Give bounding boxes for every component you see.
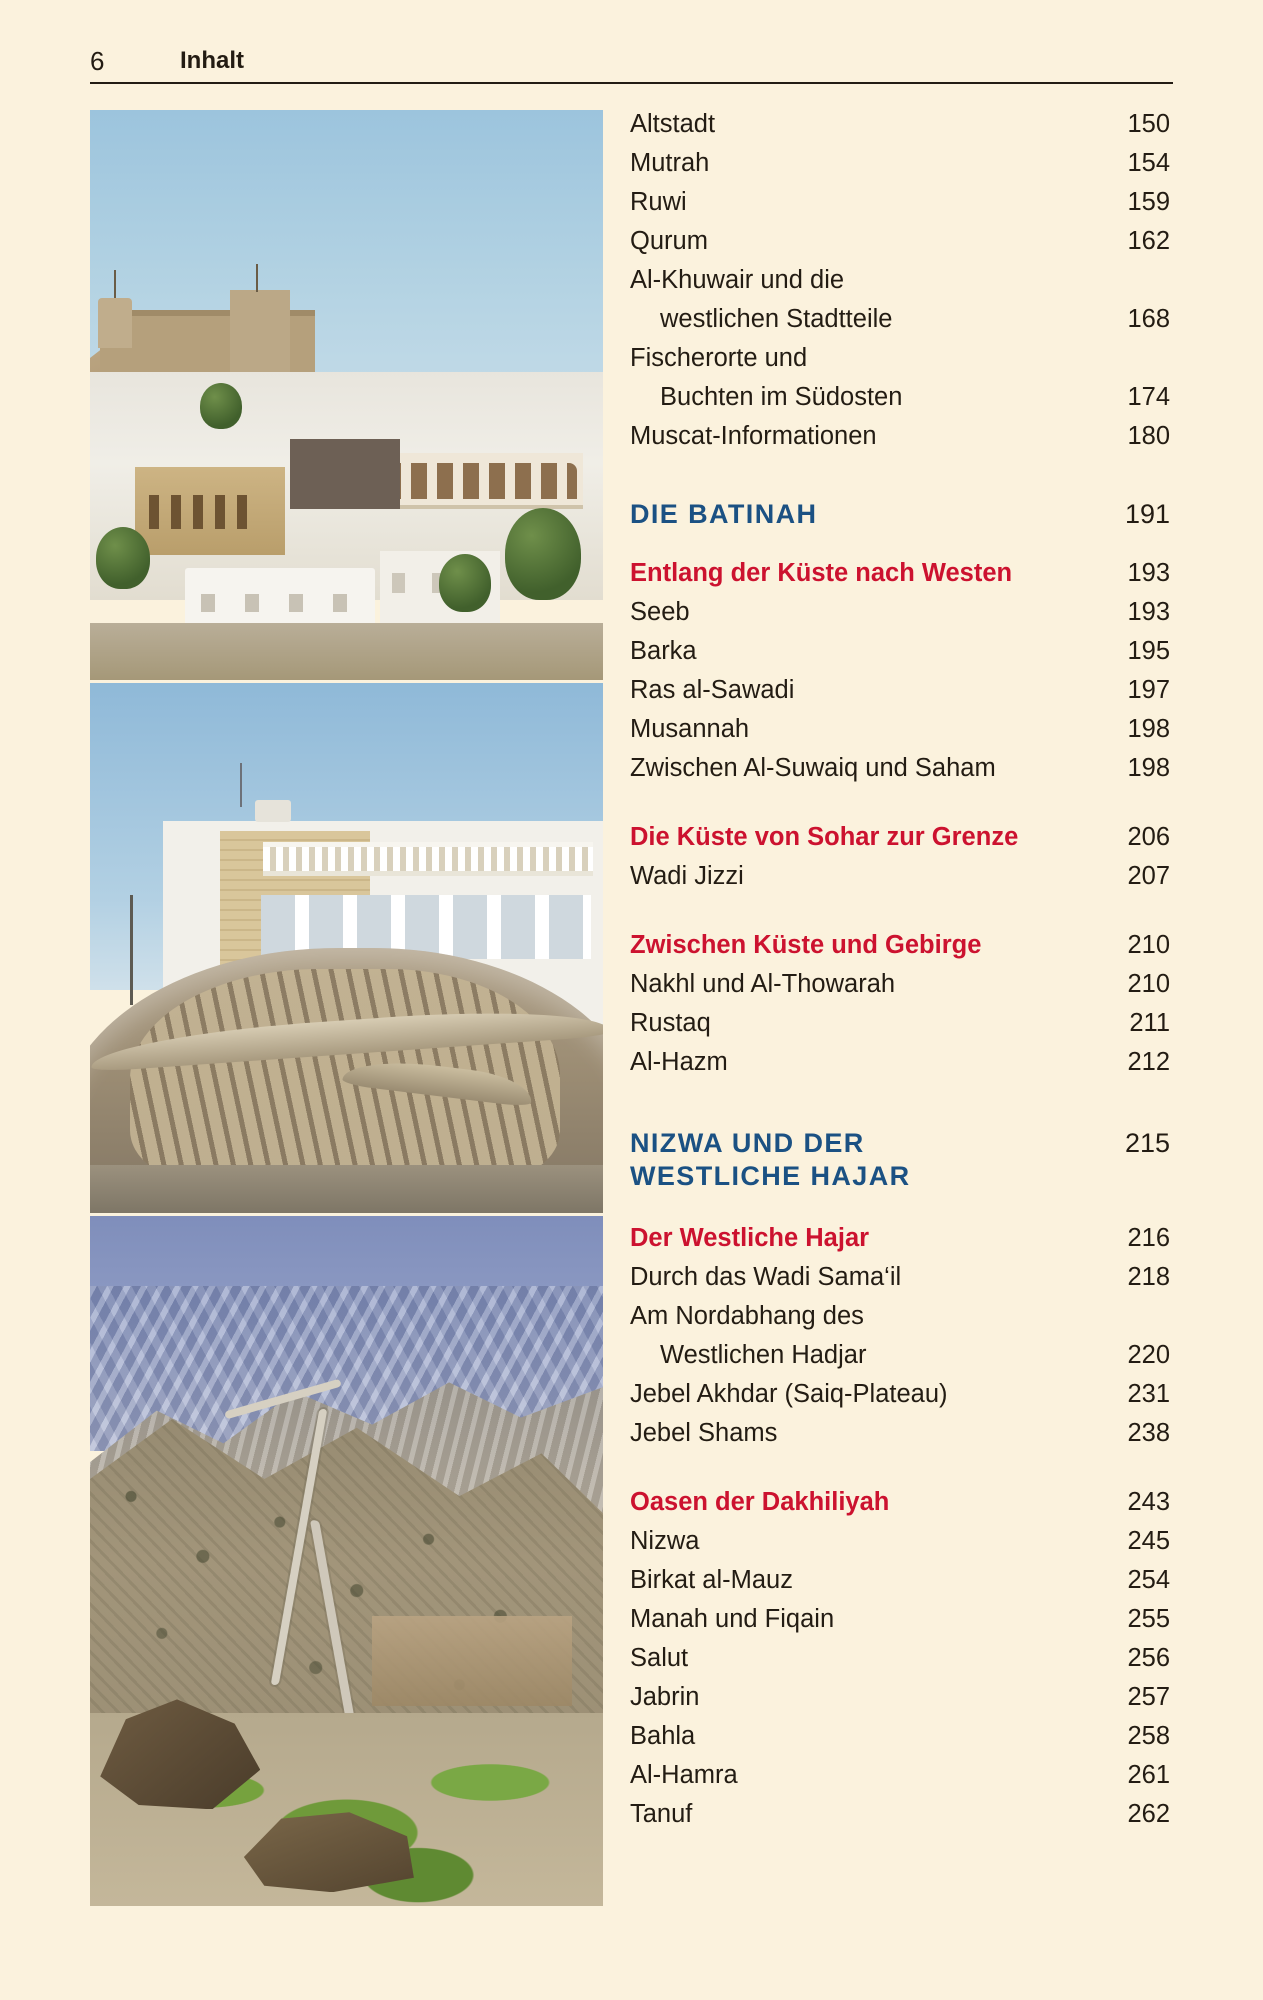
photo-hajar-mountains	[90, 1216, 603, 1906]
tree	[439, 554, 491, 612]
toc-entry-label: Der Westliche Hajar	[630, 1223, 870, 1252]
photo-muscat-old-town	[90, 110, 603, 680]
toc-entry[interactable]	[630, 1301, 1170, 1330]
flag-mast	[256, 264, 258, 292]
toc-entry-label: NIZWA UND DER WESTLICHE HAJAR	[630, 1127, 1096, 1193]
toc-entry-page-number: 238	[1127, 1418, 1170, 1447]
toc-entry-page-number: 180	[1127, 422, 1170, 450]
toc-entry-label: Musannah	[630, 715, 750, 743]
toc-entry[interactable]	[630, 1011, 1170, 1037]
toc-entry[interactable]	[630, 1721, 1170, 1750]
toc-entry[interactable]	[630, 972, 1170, 998]
toc-entry-page-number: 257	[1127, 1682, 1170, 1711]
toc-entry[interactable]	[630, 151, 1170, 177]
toc-entry[interactable]	[630, 346, 1170, 372]
toc-entry[interactable]	[630, 1379, 1170, 1408]
toc-entry-label: Nizwa	[630, 1526, 700, 1555]
toc-entry[interactable]	[630, 717, 1170, 743]
toc-entry-page-number: 231	[1127, 1379, 1170, 1408]
ochre-house	[135, 467, 285, 555]
toc-entry-label: Wadi Jizzi	[630, 862, 744, 890]
toc-entry[interactable]	[630, 1682, 1170, 1711]
toc-subsection-heading[interactable]	[630, 1223, 1170, 1252]
toc-entry-label: Zwischen Al-Suwaiq und Saham	[630, 754, 996, 782]
toc-entry-page-number: 211	[1129, 1009, 1170, 1037]
toc-entry-label: Birkat al-Mauz	[630, 1565, 793, 1594]
toc-entry-label: Entlang der Küste nach Westen	[630, 559, 1013, 587]
toc-entry-page-number: 168	[1127, 305, 1170, 333]
toc-entry[interactable]	[630, 229, 1170, 255]
toc-entry-label-line2: WESTLICHE HAJAR	[630, 1160, 911, 1191]
toc-entry[interactable]	[630, 385, 1170, 411]
toc-entry[interactable]	[630, 1050, 1170, 1076]
tree	[200, 383, 242, 429]
toc-entry-page-number: 162	[1127, 227, 1170, 255]
toc-entry[interactable]	[630, 639, 1170, 665]
toc-entry-page-number: 150	[1127, 110, 1170, 138]
toc-entry-label: Tanuf	[630, 1799, 693, 1828]
page-title: Inhalt	[180, 47, 244, 74]
toc-entry-page-number: 256	[1127, 1643, 1170, 1672]
toc-spacer	[630, 463, 1170, 501]
toc-spacer	[630, 1089, 1170, 1127]
toc-entry[interactable]	[630, 112, 1170, 138]
toc-entry-label: Westlichen Hadjar	[660, 1340, 867, 1369]
toc-entry-page-number: 207	[1127, 862, 1170, 890]
photo-wooden-dhow	[90, 683, 603, 1213]
toc-entry-label: Oasen der Dakhiliyah	[630, 1487, 890, 1516]
toc-entry[interactable]	[630, 1799, 1170, 1828]
gravel-ground	[90, 1165, 603, 1213]
toc-entry-label: Jebel Shams	[630, 1418, 778, 1447]
toc-entry[interactable]	[630, 268, 1170, 294]
toc-entry-label: Die Küste von Sohar zur Grenze	[630, 823, 1019, 851]
toc-entry-page-number: 261	[1127, 1760, 1170, 1789]
flag-mast	[114, 270, 116, 298]
toc-entry-page-number: 197	[1127, 676, 1170, 704]
toc-entry-page-number: 195	[1127, 637, 1170, 665]
toc-entry[interactable]	[630, 678, 1170, 704]
toc-entry[interactable]	[630, 1760, 1170, 1789]
toc-entry-page-number: 216	[1127, 1223, 1170, 1252]
toc-entry[interactable]	[630, 1604, 1170, 1633]
toc-entry-page-number: 258	[1127, 1721, 1170, 1750]
page-header	[90, 46, 1173, 80]
toc-entry-label: Muscat-Informationen	[630, 422, 877, 450]
toc-entry-page-number: 198	[1127, 754, 1170, 782]
toc-entry-label: Al-Hazm	[630, 1048, 728, 1076]
toc-entry[interactable]	[630, 1418, 1170, 1447]
balustrade	[263, 842, 593, 876]
toc-entry[interactable]	[630, 756, 1170, 782]
toc-entry-page-number: 174	[1127, 383, 1170, 411]
photo-column	[90, 110, 603, 1906]
toc-entry-label: Al-Khuwair und die	[630, 266, 845, 294]
toc-entry-page-number: 210	[1127, 931, 1170, 959]
toc-entry[interactable]	[630, 1340, 1170, 1369]
fort-keep	[230, 290, 290, 372]
toc-entry-label: Bahla	[630, 1721, 696, 1750]
toc-entry[interactable]	[630, 1565, 1170, 1594]
toc-entry-page-number: 220	[1127, 1340, 1170, 1369]
toc-entry-label: Salut	[630, 1643, 689, 1672]
toc-entry[interactable]	[630, 190, 1170, 216]
toc-entry[interactable]	[630, 1643, 1170, 1672]
toc-entry-page-number: 154	[1127, 149, 1170, 177]
mountain-village	[372, 1616, 572, 1706]
toc-entry-label: Jebel Akhdar (Saiq-Plateau)	[630, 1379, 948, 1408]
toc-subsection-heading[interactable]	[630, 825, 1170, 851]
toc-entry-label: Rustaq	[630, 1009, 711, 1037]
tree	[505, 508, 581, 600]
water-tank	[255, 800, 291, 822]
tree	[96, 527, 150, 589]
toc-section-heading[interactable]	[630, 1127, 1170, 1193]
toc-entry-label: Fischerorte und	[630, 344, 808, 372]
toc-subsection-heading[interactable]	[630, 933, 1170, 959]
toc-subsection-heading[interactable]	[630, 561, 1170, 587]
toc-entry-label: Al-Hamra	[630, 1760, 738, 1789]
toc-entry-page-number: 193	[1127, 559, 1170, 587]
toc-entry-page-number: 159	[1127, 188, 1170, 216]
toc-entry[interactable]	[630, 1526, 1170, 1555]
foreground-ground	[90, 623, 603, 680]
toc-entry-label: Durch das Wadi Sama‘il	[630, 1262, 902, 1291]
toc-entry-label: Mutrah	[630, 149, 710, 177]
toc-entry-page-number: 198	[1127, 715, 1170, 743]
toc-entry[interactable]	[630, 600, 1170, 626]
toc-entry-page-number: 215	[1124, 1128, 1170, 1158]
toc-spacer	[630, 795, 1170, 825]
toc-spacer	[630, 903, 1170, 933]
toc-entry-label: Manah und Fiqain	[630, 1604, 835, 1633]
toc-entry-page-number: 218	[1127, 1262, 1170, 1291]
toc-entry-label: Nakhl und Al-Thowarah	[630, 970, 896, 998]
toc-spacer	[630, 1460, 1170, 1490]
toc-entry-label: Zwischen Küste und Gebirge	[630, 931, 982, 959]
toc-entry-label: Jabrin	[630, 1682, 700, 1711]
toc-entry-page-number: 255	[1127, 1604, 1170, 1633]
toc-entry-label: Ruwi	[630, 188, 687, 216]
toc-entry-label: Seeb	[630, 598, 690, 626]
toc-entry[interactable]	[630, 1262, 1170, 1291]
fort-tower	[98, 298, 132, 348]
toc-entry-page-number: 193	[1127, 598, 1170, 626]
toc-entry-page-number: 206	[1127, 823, 1170, 851]
toc-entry-page-number: 210	[1127, 970, 1170, 998]
toc-entry-label: Ras al-Sawadi	[630, 676, 795, 704]
toc-section-heading[interactable]	[630, 501, 1170, 528]
toc-entry[interactable]	[630, 307, 1170, 333]
toc-entry-label: westlichen Stadtteile	[660, 305, 893, 333]
toc-entry-label: Buchten im Südosten	[660, 383, 903, 411]
table-of-contents	[630, 112, 1170, 1841]
dark-building	[290, 439, 400, 509]
toc-entry[interactable]	[630, 864, 1170, 890]
toc-entry-page-number: 262	[1127, 1799, 1170, 1828]
toc-entry-page-number: 212	[1127, 1048, 1170, 1076]
toc-entry[interactable]	[630, 424, 1170, 450]
toc-entry-label: Altstadt	[630, 110, 716, 138]
toc-entry-page-number: 243	[1127, 1487, 1170, 1516]
toc-subsection-heading[interactable]	[630, 1487, 1170, 1516]
antenna	[240, 763, 242, 807]
toc-entry-label: Barka	[630, 637, 697, 665]
toc-entry-label: Qurum	[630, 227, 708, 255]
toc-entry-page-number: 191	[1124, 499, 1170, 529]
page-folio-number: 6	[90, 46, 105, 76]
toc-entry-page-number: 245	[1127, 1526, 1170, 1555]
toc-entry-label: DIE BATINAH	[630, 499, 818, 529]
toc-entry-page-number: 254	[1127, 1565, 1170, 1594]
header-divider	[90, 82, 1173, 84]
utility-pole	[130, 895, 133, 1005]
toc-entry-label: Am Nordabhang des	[630, 1301, 864, 1330]
